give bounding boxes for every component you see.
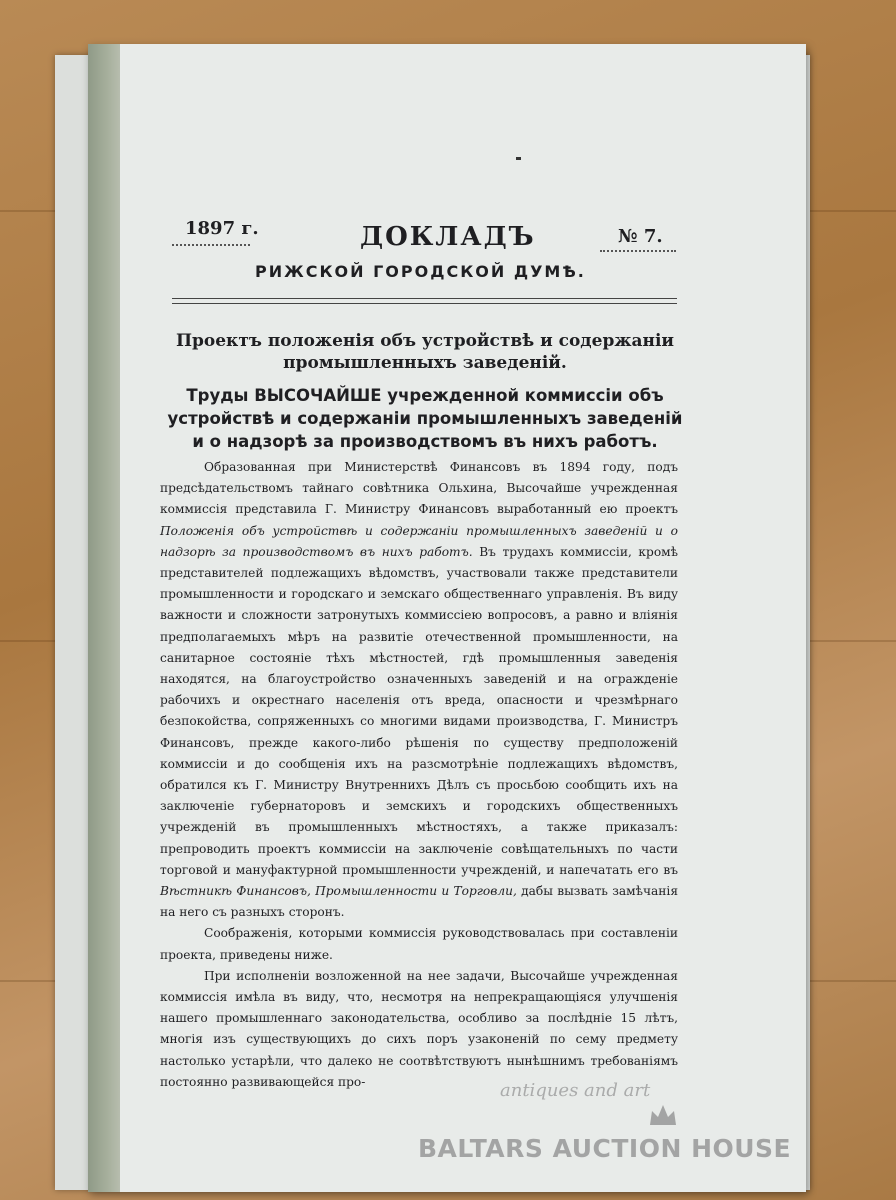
paragraph-1-italic: Положенія объ устройствѣ и содержаніи промышленныхъ заведеній и о надзорѣ за производствомъ въ нихъ работъ. <box>160 523 678 559</box>
header-rule <box>172 303 677 304</box>
print-mark <box>516 157 521 160</box>
report-title: ДОКЛАДЪ <box>360 222 536 252</box>
commission-heading: Труды ВЫСОЧАЙШЕ учрежденной коммиссіи объ устройствѣ и содержаніи промышленныхъ заведеній и о надзорѣ за производствомъ въ нихъ работъ. <box>167 386 683 451</box>
crown-icon <box>648 1103 678 1127</box>
header-rule <box>172 298 677 299</box>
watermark-script: antiques and art <box>500 1080 651 1101</box>
report-subtitle: РИЖСКОЙ ГОРОДСКОЙ ДУМѢ. <box>255 262 586 281</box>
year-underline <box>172 244 250 246</box>
paragraph-1-italic-2: Вѣстникѣ Финансовъ, Промышленности и Торговли, <box>160 884 517 899</box>
paragraph-2: Соображенія, которыми коммиссія руководствовалась при составленіи проекта, приведены ниже. <box>160 926 678 962</box>
body-text <box>160 457 678 1093</box>
watermark-logo: BALTARS AUCTION HOUSE <box>418 1134 792 1163</box>
number-underline <box>600 250 676 252</box>
report-number: № 7. <box>618 226 663 247</box>
paragraph-1-text-2: Въ трудахъ коммиссіи, кромѣ представителей подлежащихъ вѣдомствъ, участвовали также представители промышленности и городскаго и земскаго общественнаго управленія. Въ виду важности и сложности затронутыхъ коммиссіею вопросовъ, а равно и вліянія предполагаемыхъ мѣръ на развитіе отечественной промышленности, на санитарное состояніе тѣхъ мѣстностей, гдѣ промышленныя заведенія находятся, на благоустройство означенныхъ заведеній и на огражденіе рабочихъ и окрестнаго населенія отъ вреда, опасности и чрезмѣрнаго безпокойства, сопряженныхъ со многими видами производства, Г. Министръ Финансовъ, прежде какого-либо рѣшенія по существу предположеній коммиссіи и до сообщенія ихъ на разсмотрѣніе подлежащихъ вѣдомствъ, обратился къ Г. Министру Внутреннихъ Дѣлъ съ просьбою сообщить ихъ на заключеніе губернаторовъ и земскихъ и городскихъ общественныхъ учрежденій въ промышленныхъ мѣстностяхъ, а также приказалъ: препроводить проектъ коммиссіи на заключеніе совѣщательныхъ по части торговой и мануфактурной промышленности учрежденій, и напечатать его въ <box>160 544 678 877</box>
binding-spine <box>88 44 120 1192</box>
report-year: 1897 г. <box>185 218 259 239</box>
paragraph-3: При исполненіи возложенной на нее задачи, Высочайше учрежденная коммиссія имѣла въ виду, что, несмотря на непрекращающіяся улучшенія нашего промышленнаго законодательства, особливо за послѣдніе 15 лѣтъ, многія изъ существующихъ до сихъ поръ узаконеній по сему предмету настолько устарѣли, что далеко не соотвѣтствуютъ нынѣшнимъ требованіямъ постоянно развивающейся про- <box>160 968 678 1089</box>
paragraph-1 <box>160 457 678 923</box>
paragraph-1-text-3: дабы вызвать замѣчанія на него съ разныхъ сторонъ. <box>160 884 679 920</box>
project-heading: Проектъ положенія объ устройствѣ и содержаніи промышленныхъ заведеній. <box>175 331 675 373</box>
paragraph-1-text: Образованная при Министерствѣ Финансовъ въ 1894 году, подъ предсѣдательствомъ тайнаго совѣтника Ольхина, Высочайше учрежденная коммиссія представила Г. Министру Финансовъ выработанный ею проектъ <box>160 460 678 517</box>
